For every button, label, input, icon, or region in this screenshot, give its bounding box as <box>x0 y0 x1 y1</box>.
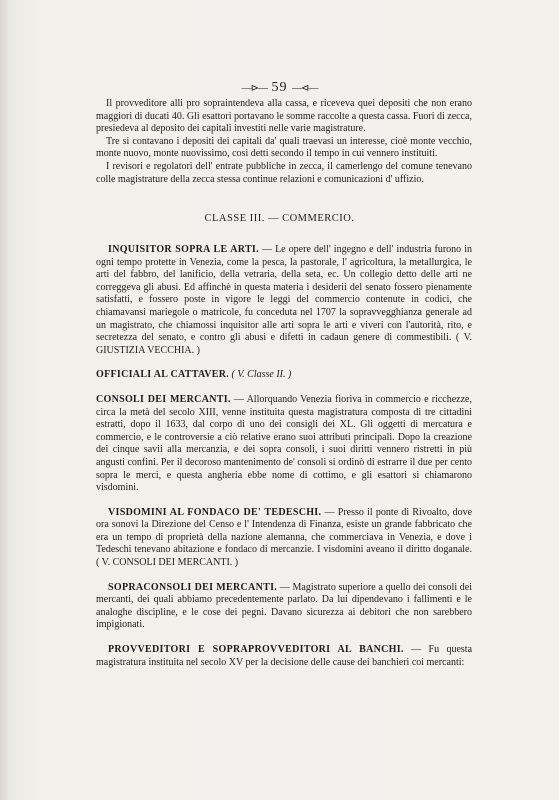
entry-heading: CONSOLI DEI MERCANTI. <box>96 393 231 405</box>
entry-inquisitor <box>96 244 472 357</box>
page-number: 59 <box>271 80 288 95</box>
entries-block <box>96 244 472 669</box>
entry-heading: INQUISITOR SOPRA LE ARTI. <box>108 244 259 255</box>
section-title: CLASSE III. — COMMERCIO. <box>204 213 355 224</box>
entry-visdomini <box>96 507 472 570</box>
page-header <box>0 80 559 96</box>
entry-text: — Magistrato superiore a quello dei consoli dei mercanti, dei quali abbiamo precedentemente parlato. Da lui dipendevano i fallimenti e le analoghe discipline, e le cose dei pegni. Davano sicurezza ai debitori che non sarebbero impigionati. <box>96 581 473 631</box>
intro-paragraph: Il provveditore alli pro sopraintendeva alla cassa, e riceveva quei depositi che non erano maggiori di ducati 40. Gli esattori portavano le somme raccolte a questa cassa. Fuori di zecca, presiedeva al deposito dei capitali investiti nelle varie magistrature. <box>96 98 472 135</box>
entry-sopraconsoli <box>96 582 472 632</box>
entry-heading: SOPRACONSOLI DEI MERCANTI. <box>108 581 278 593</box>
entry-heading: PROVVEDITORI E SOPRAPROVVEDITORI AL BANCHI. <box>108 644 404 656</box>
entry-heading: VISDOMINI AL FONDACO DE' TEDESCHI. <box>108 506 322 518</box>
entry-text: — Allorquando Venezia fioriva in commercio e ricchezze, circa la metà del secolo XIII, venne instituita questa magistratura composta di tre cittadini estratti, dopo il 1633, dal corpo di uno dei consigli dei XL. Gli oggetti di mercatura e commercio, e le controversie a ciò relative erano suoi attributi principali. Dopo la creazione dei cinque savii alla mercanzia, e dei sopra consoli, i suoi diritti vennero ristretti in più angusti confini. Per il decoroso mantenimento de' consoli si ordinò di estrarre il due per cento sopra le merci, e questa angheria ebbe nome di cottimo, e gli esattori si chiamarono visdomini. <box>96 393 472 494</box>
entry-text: — Fu questa magistratura instituita nel secolo XV per la decisione delle cause dei banchieri coi mercanti: <box>96 644 473 668</box>
entry-officiali <box>96 369 472 382</box>
entry-text: — Le opere dell' ingegno e dell' industria furono in ogni tempo protette in Venezia, come la pesca, la pastorale, l' agricoltura, la metallurgica, le arti del fabbro, del lanificio, della vetraria, della seta, ec. Un collegio detto delle arti ne correggeva gli abusi. Ed affinchè in questa materia i desiderii del senato fossero pienamente satisfatti, e fossero poste in vigore le leggi del commercio contenute in codici, che chiamavansi mariegole o matricole, fu conceduta nel 1707 la sopravvegghianza generale ad un magistrato, che chiamossi inquisitor alle arti sopra le arti e viveri con l'autorità, rito, e secretezza del senato, e contro gli abusi e difetti in cadaun genere di commestibili. ( V. GIUSTIZIA VECCHIA. ) <box>96 244 473 356</box>
intro-block <box>96 98 472 186</box>
intro-paragraph: Tre si contavano i depositi dei capitali da' quali traevasi un interesse, cioè monte vecchio, monte nuovo, monte nuovissimo, così detti secondo il tempo in cui vennero instituiti. <box>96 135 472 160</box>
right-ornament: —⊲— <box>292 83 318 94</box>
entry-heading: OFFICIALI AL CATTAVER. <box>96 369 230 381</box>
entry-consoli <box>96 394 472 495</box>
entry-text: — Presso il ponte di Rivoalto, dove ora sonovi la Direzione del Censo e l' Intendenza di Finanza, esiste un grande fabbricato che era un tempo di proprietà della nazione alemanna, che commerciava in Venezia, e dove i Tedeschi tenevano abitazione e fondaco di mercanzie. I visdomini aveano il diritto doganale. ( V. CONSOLI DEI MERCANTI. ) <box>96 506 473 569</box>
left-ornament: —⊳— <box>241 83 267 94</box>
entry-text: ( V. Classe II. ) <box>231 369 292 381</box>
intro-paragraph: I revisori e regolatori dell' entrate pubbliche in zecca, il camerlengo del comune tenevano colle magistrature della zecca stessa continue relazioni e comunicazioni d' uffizio. <box>96 160 472 185</box>
entry-provveditori <box>96 644 472 669</box>
